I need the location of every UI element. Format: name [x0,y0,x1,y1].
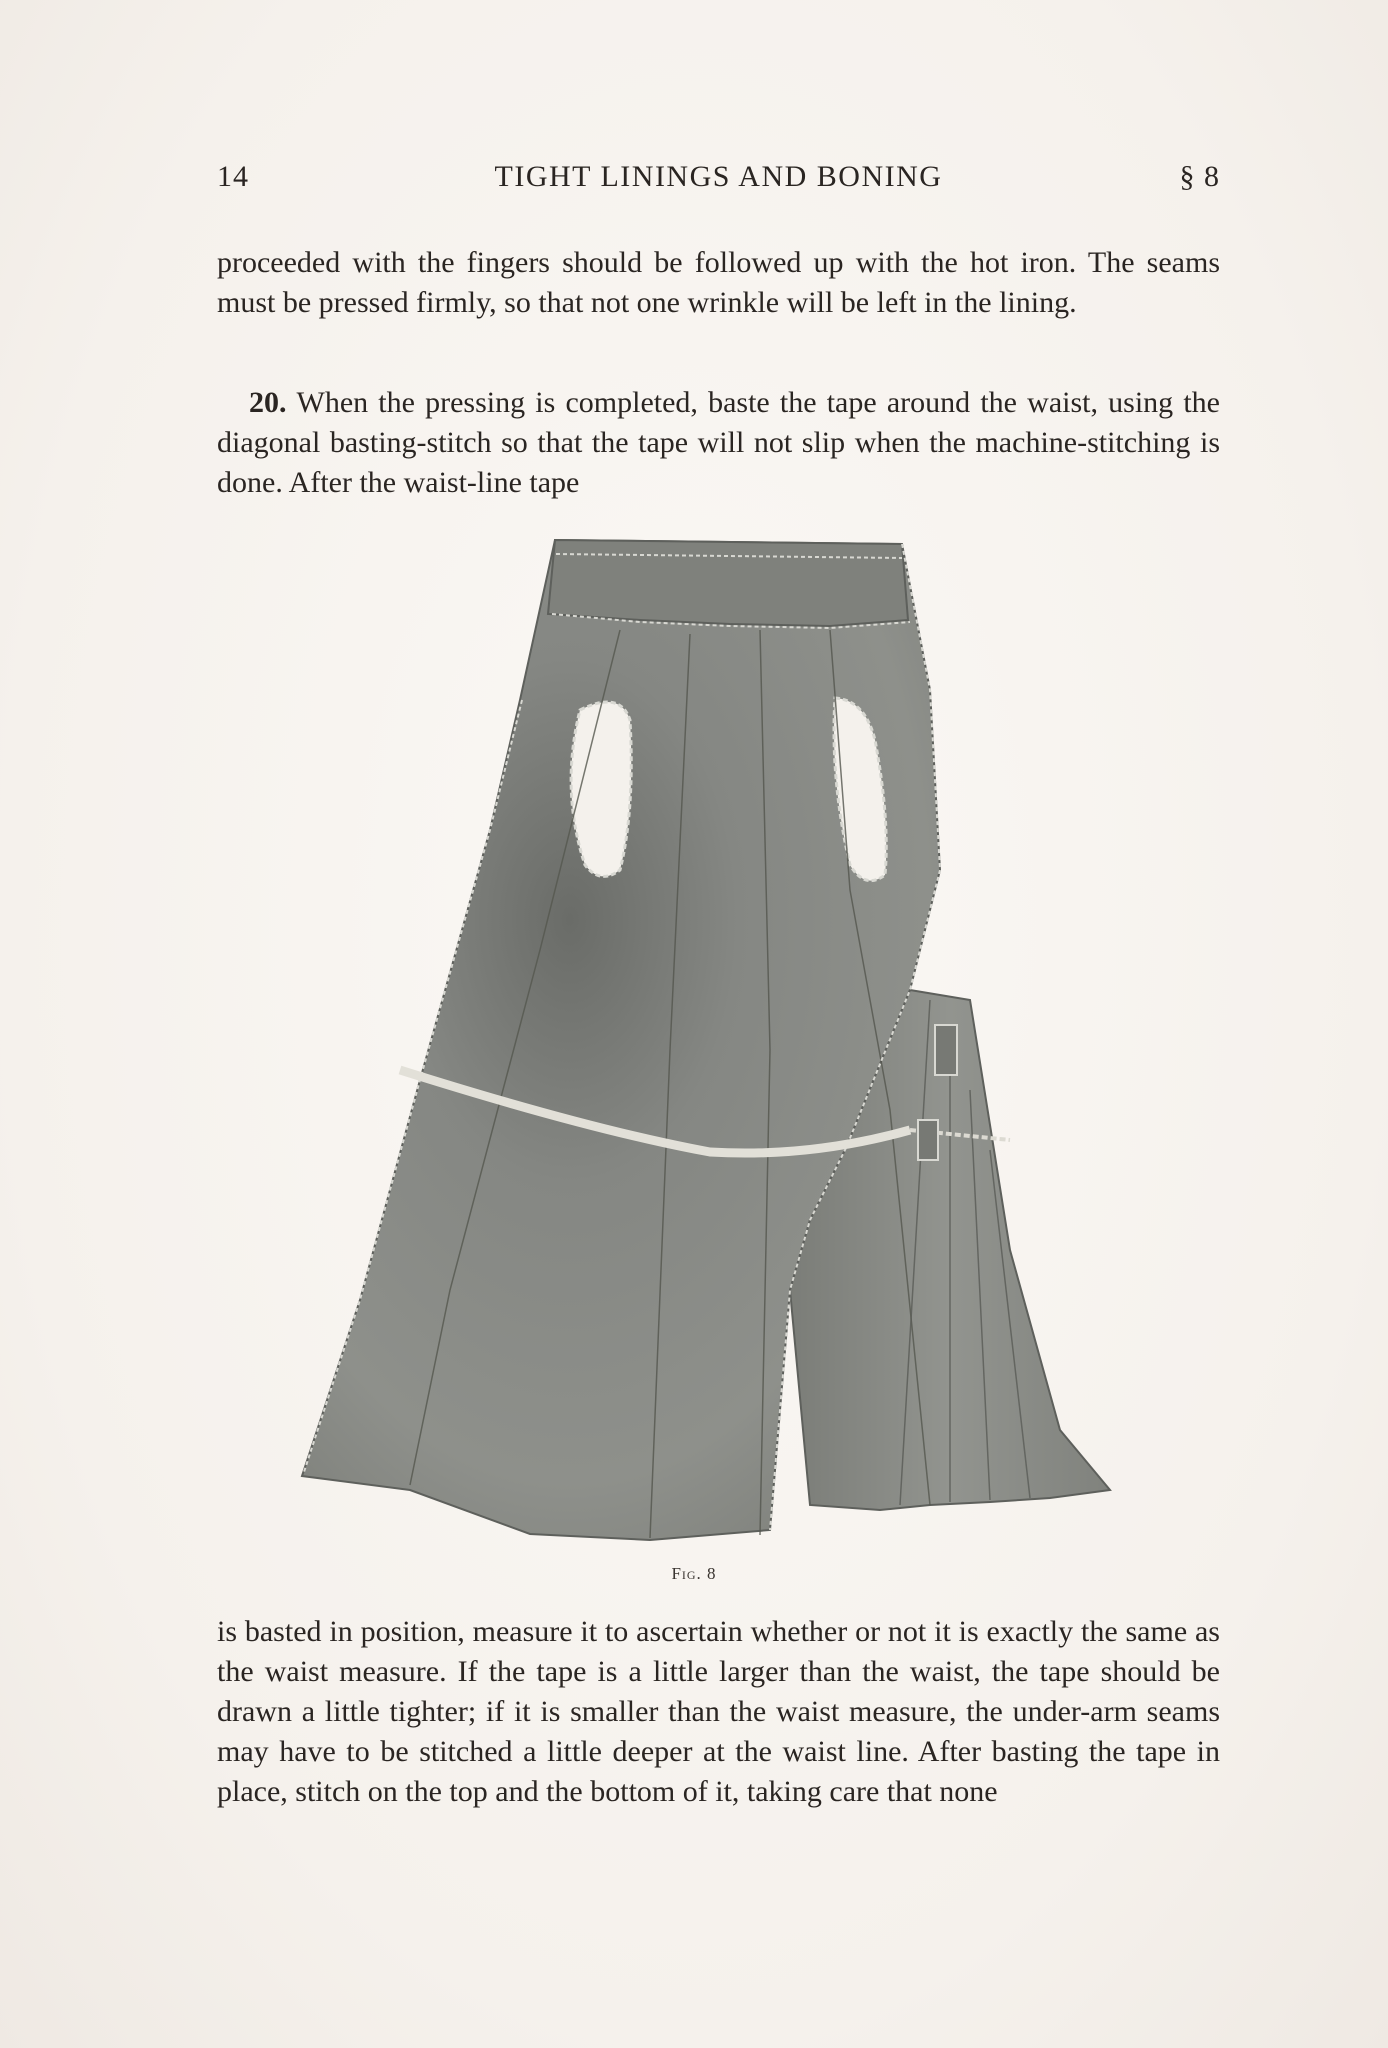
running-head [217,160,1220,204]
paragraph-20-text: When the pressing is completed, baste the tape around the waist, using the diagonal basting-stitch so that the tape will not slip when the machine-stitching is done. After the waist-line tape [217,386,1220,499]
paragraph-continued: proceeded with the fingers should be followed up with the hot iron. The seams must be pressed firmly, so that not one wrinkle will be left in the lining. [217,246,1220,319]
section-mark: § 8 [1179,160,1220,193]
paragraph-20 [217,383,1220,503]
running-title: TIGHT LININGS AND BONING [494,160,943,193]
page-number: 14 [217,160,249,193]
paragraph-continuation: is basted in position, measure it to ascertain whether or not it is exactly the same as the waist measure. If the tape is a little larger than the waist, the tape should be drawn a little tighter; if it is smaller than the waist measure, the under-arm seams may have to be stitched a little deeper at the waist line. After basting the tape in place, stitch on the top and the bottom of it, taking care that none [217,1615,1220,1808]
paragraph-number: 20. [249,386,287,419]
figure-caption: Fig. 8 [671,1564,717,1583]
figure-8-lining-photo [290,530,1140,1560]
